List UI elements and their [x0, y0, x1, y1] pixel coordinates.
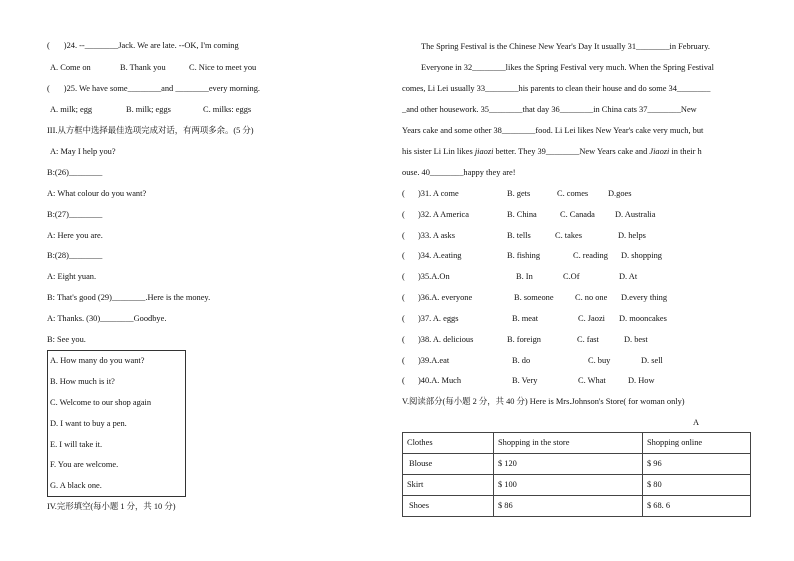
passage-line: Years cake and some other 38________food. Li Lei likes New Year's cake very much, but	[402, 126, 704, 135]
dialogue-line: B: See you.	[47, 335, 86, 344]
price-table	[402, 432, 751, 517]
option-b: B. milk; eggs	[126, 105, 171, 114]
table-cell: $ 100	[494, 475, 643, 496]
option-d: D. helps	[618, 231, 646, 240]
answer-paren[interactable]: (	[402, 210, 405, 219]
box-option: A. How many do you want?	[50, 356, 145, 365]
table-row	[403, 454, 751, 475]
dialogue-line: B:(27)________	[47, 210, 103, 219]
box-option: G. A black one.	[50, 481, 102, 490]
table-cell: Skirt	[403, 475, 494, 496]
option-c: C. What	[578, 376, 606, 385]
dialogue-line: A: Eight yuan.	[47, 272, 97, 281]
table-cell: $ 96	[643, 454, 751, 475]
option-b: B. do	[512, 356, 531, 365]
dialogue-line: B:(28)________	[47, 251, 103, 260]
option-c: C. milks: eggs	[203, 105, 252, 114]
answer-paren[interactable]: (	[402, 231, 405, 240]
answer-paren[interactable]: (	[402, 251, 405, 260]
option-b: B. someone	[514, 293, 554, 302]
question-number-option-a: )35.A.On	[418, 272, 450, 281]
option-b: B. fishing	[507, 251, 541, 260]
question-number-option-a: )39.A.eat	[418, 356, 450, 365]
option-b: B. tells	[507, 231, 531, 240]
option-c: C. reading	[573, 251, 608, 260]
answer-blank[interactable]: ________	[127, 84, 162, 93]
table-cell: $ 120	[494, 454, 643, 475]
option-d: D. How	[628, 376, 655, 385]
answer-paren[interactable]: (	[402, 189, 405, 198]
option-a: A. Come on	[50, 63, 91, 72]
option-a: A. milk; egg	[50, 105, 93, 114]
option-d: D. At	[619, 272, 638, 281]
option-c: C. no one	[575, 293, 608, 302]
table-header-row	[403, 433, 751, 454]
option-c: C. comes	[557, 189, 589, 198]
answer-paren[interactable]: (	[402, 314, 405, 323]
answer-paren[interactable]: (	[402, 293, 405, 302]
answer-paren[interactable]: (	[402, 356, 405, 365]
option-d: D. mooncakes	[619, 314, 667, 323]
option-c: C. fast	[577, 335, 599, 344]
answer-paren[interactable]: (	[402, 376, 405, 385]
question-number-option-a: )38. A. delicious	[418, 335, 474, 344]
option-c: C. takes	[555, 231, 582, 240]
dialogue-line: A: May I help you?	[50, 147, 116, 156]
option-d: D.goes	[608, 189, 632, 198]
option-b: B. In	[516, 272, 533, 281]
question-number-option-a: )32. A America	[418, 210, 469, 219]
table-cell: $ 68. 6	[643, 496, 751, 517]
option-d: D. best	[624, 335, 648, 344]
option-d: D. sell	[641, 356, 663, 365]
table-cell: $ 86	[494, 496, 643, 517]
table-header: Shopping online	[643, 433, 751, 454]
option-b: B. foreign	[507, 335, 541, 344]
options-box	[47, 350, 186, 497]
passage-line: ouse. 40________happy they are!	[402, 168, 516, 177]
table-label: A	[693, 418, 700, 427]
option-b: B. Thank you	[120, 63, 166, 72]
box-option: E. I will take it.	[50, 440, 103, 449]
option-b: B. meat	[512, 314, 539, 323]
option-c: C. Nice to meet you	[189, 63, 257, 72]
passage-line: The Spring Festival is the Chinese New Year's Day It usually 31________in February.	[421, 42, 710, 51]
question-number-option-a: )40.A. Much	[418, 376, 462, 385]
option-d: D.every thing	[621, 293, 668, 302]
box-option: F. You are welcome.	[50, 460, 119, 469]
option-c: C. Canada	[560, 210, 595, 219]
answer-blank[interactable]: ________	[175, 84, 209, 93]
option-b: B. gets	[507, 189, 531, 198]
passage-line: Everyone in 32________likes the Spring Festival very much. When the Spring Festival	[421, 63, 714, 72]
option-d: D. Australia	[615, 210, 656, 219]
dialogue-line: B: That's good (29)________.Here is the money.	[47, 293, 211, 302]
question-24: ( )24. --________Jack. We are late. --OK, I'm coming	[47, 41, 239, 50]
answer-paren[interactable]: (	[402, 335, 405, 344]
table-header: Clothes	[403, 433, 494, 454]
passage-line: _and other housework. 35________that day 36________in China cats 37________New	[402, 105, 697, 114]
table-header: Shopping in the store	[494, 433, 643, 454]
question-number-option-a: )33. A asks	[418, 231, 455, 240]
option-c: C.Of	[563, 272, 580, 281]
section-5-title: V.阅读部分(每小题 2 分，共 40 分) Here is Mrs.Johnson's Store( for woman only)	[402, 397, 685, 406]
section-3-title: III.从方框中选择最佳选项完成对话，有两项多余。(5 分)	[47, 126, 254, 135]
passage-line: his sister Li Lin likes jiaozi better. They 39________New Years cake and Jiaozi in their h	[402, 147, 702, 156]
option-b: B. Very	[512, 376, 538, 385]
question-25: ( )25. We have some________and ________every morning.	[47, 84, 260, 93]
answer-paren[interactable]: (	[402, 272, 405, 281]
dialogue-line: A: What colour do you want?	[47, 189, 147, 198]
option-d: D. shopping	[621, 251, 662, 260]
dialogue-line: B:(26)________	[47, 168, 103, 177]
table-cell: Shoes	[403, 496, 494, 517]
option-c: C. buy	[588, 356, 611, 365]
dialogue-line: A: Thanks. (30)________Goodbye.	[47, 314, 167, 323]
answer-blank[interactable]: ________	[84, 41, 119, 50]
question-number-option-a: )34. A.eating	[418, 251, 462, 260]
option-c: C. Jaozi	[578, 314, 605, 323]
table-cell: Blouse	[403, 454, 494, 475]
dialogue-line: A: Here you are.	[47, 231, 103, 240]
question-number-option-a: )37. A. eggs	[418, 314, 459, 323]
option-b: B. China	[507, 210, 537, 219]
table-cell: $ 80	[643, 475, 751, 496]
question-number-option-a: )31. A come	[418, 189, 459, 198]
box-option: B. How much is it?	[50, 377, 115, 386]
question-number-option-a: )36.A. everyone	[418, 293, 473, 302]
box-option: C. Welcome to our shop again	[50, 398, 152, 407]
section-4-title: IV.完形填空(每小题 1 分，共 10 分)	[47, 502, 176, 511]
passage-line: comes, Li Lei usually 33________his parents to clean their house and do some 34________	[402, 84, 711, 93]
table-row	[403, 475, 751, 496]
box-option: D. I want to buy a pen.	[50, 419, 127, 428]
table-row	[403, 496, 751, 517]
